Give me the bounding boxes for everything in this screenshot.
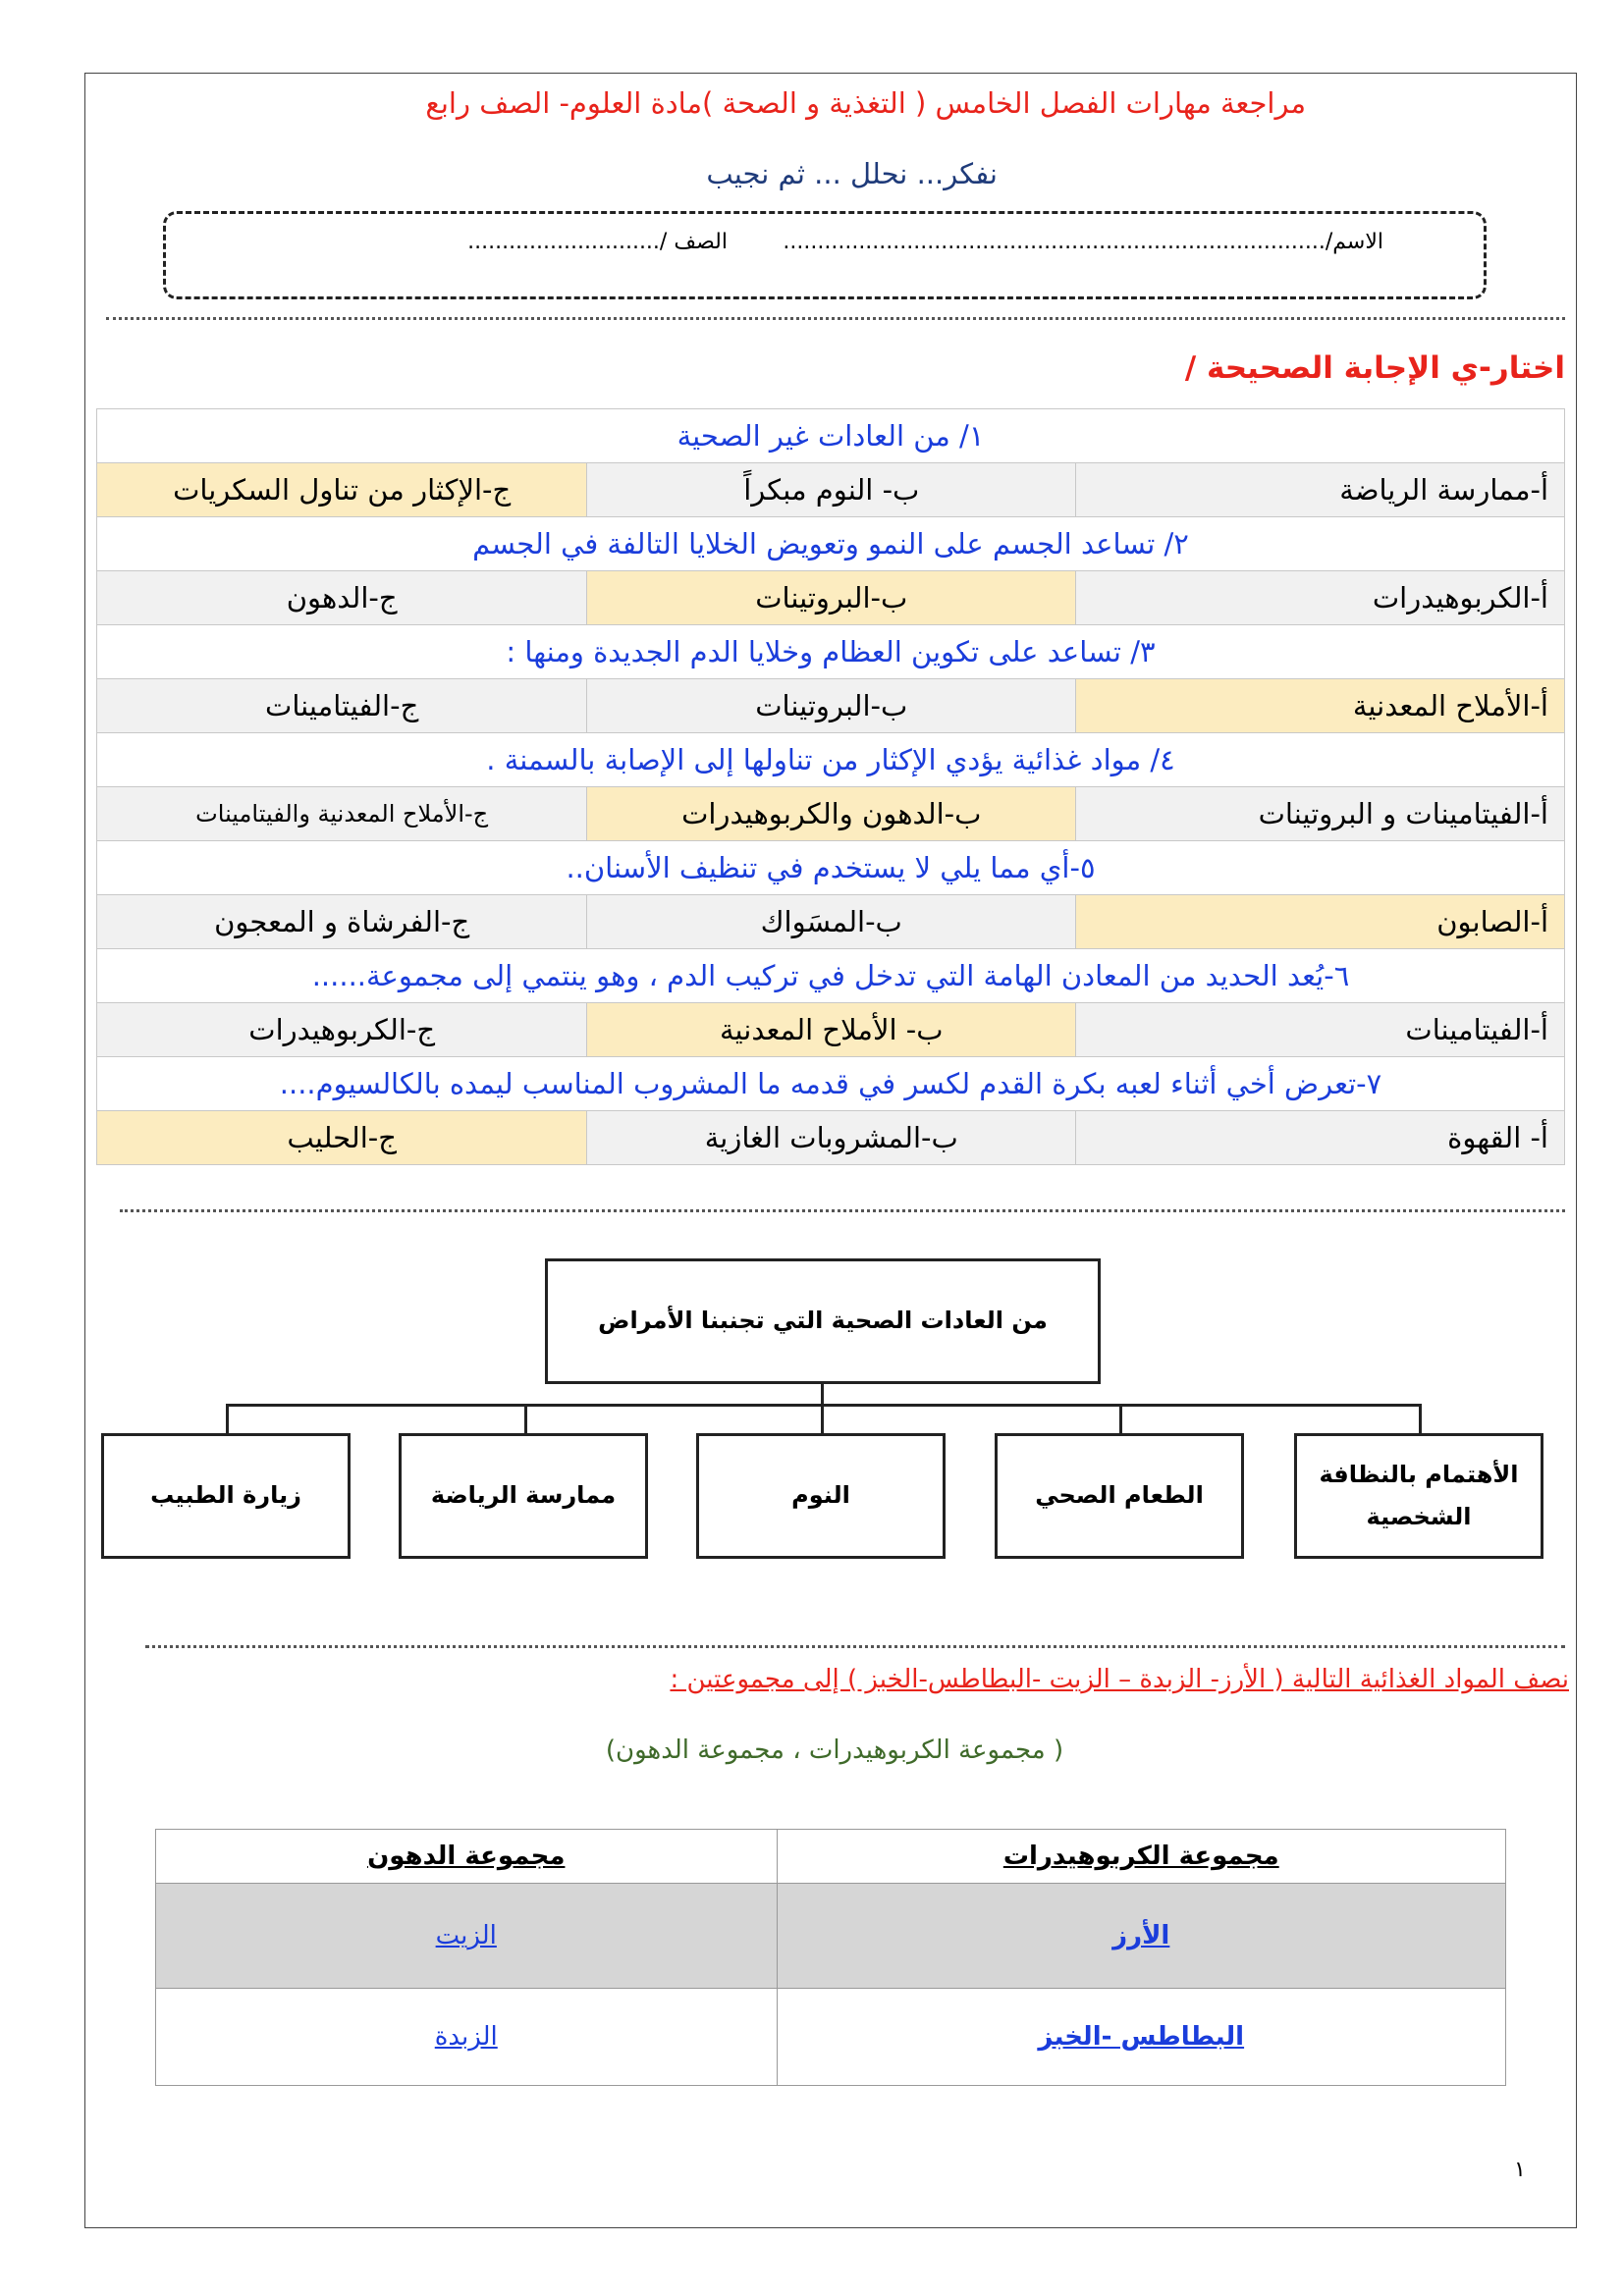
answer-option[interactable]: ب-المشروبات الغازية: [587, 1111, 1076, 1165]
groups-table: [155, 1829, 1506, 2086]
question-row: [97, 1057, 1565, 1111]
diagram-child-box: [696, 1433, 946, 1559]
table-row: [156, 1989, 1506, 2086]
diagram-child-box: [995, 1433, 1244, 1559]
options-row: [97, 895, 1565, 949]
class-field[interactable]: الصف /............................: [467, 230, 728, 254]
diagram-child-label: النوم: [791, 1481, 850, 1510]
answer-option-selected[interactable]: ج-الحليب: [97, 1111, 587, 1165]
options-row: [97, 1003, 1565, 1057]
answer-option[interactable]: أ-الفيتامينات: [1076, 1003, 1565, 1057]
section-heading-mcq: اختار-ي الإجابة الصحيحة /: [1184, 350, 1565, 386]
page-number: ١: [1514, 2158, 1526, 2182]
answer-link[interactable]: الزيت: [435, 1921, 497, 1950]
table-row: [156, 1884, 1506, 1989]
diagram-connector: [524, 1404, 527, 1435]
answer-option-selected[interactable]: ب-البروتينات: [587, 571, 1076, 625]
question-text: ٥-أي مما يلي لا يستخدم في تنظيف الأسنان..: [97, 841, 1565, 895]
question-row: [97, 841, 1565, 895]
options-row: [97, 679, 1565, 733]
groups-note: ( مجموعة الكربوهيدرات ، مجموعة الدهون): [605, 1735, 1064, 1765]
question-text: ٤/ مواد غذائية يؤدي الإكثار من تناولها إلى الإصابة بالسمنة .: [97, 733, 1565, 787]
diagram-child-label: الطعام الصحي: [1035, 1481, 1204, 1510]
diagram-connector: [226, 1404, 1422, 1407]
answer-option-selected[interactable]: ب- الأملاح المعدنية: [587, 1003, 1076, 1057]
question-text: ٧-تعرض أخي أثناء لعبه بكرة القدم لكسر في قدمه ما المشروب المناسب ليمده بالكالسيوم....: [97, 1057, 1565, 1111]
answer-link[interactable]: الزبدة: [434, 2022, 498, 2052]
question-text: ٣/ تساعد على تكوين العظام وخلايا الدم الجديدة ومنها :: [97, 625, 1565, 679]
question-row: [97, 409, 1565, 463]
table-cell: [777, 1884, 1506, 1989]
options-row: [97, 1111, 1565, 1165]
answer-option-selected[interactable]: ج-الإكثار من تناول السكريات: [97, 463, 587, 517]
page-title: مراجعة مهارات الفصل الخامس ( التغذية و الصحة )مادة العلوم- الصف رابع: [425, 86, 1306, 120]
answer-link[interactable]: الأرز: [1112, 1921, 1170, 1950]
answer-option[interactable]: أ-ممارسة الرياضة: [1076, 463, 1565, 517]
answer-option-selected[interactable]: أ-الأملاح المعدنية: [1076, 679, 1565, 733]
question-row: [97, 625, 1565, 679]
question-row: [97, 517, 1565, 571]
section-heading-sort: نصف المواد الغذائية التالية ( الأرز- الزبدة – الزيت -البطاطس-الخبز ) إلى مجموعتين :: [670, 1665, 1569, 1694]
name-field[interactable]: الاسم/...............................................................................: [783, 230, 1383, 254]
table-cell: [156, 1989, 778, 2086]
divider: [145, 1645, 1565, 1648]
question-text: ١/ من العادات غير الصحية: [97, 409, 1565, 463]
diagram-child-box: [101, 1433, 351, 1559]
diagram-child-label: زيارة الطبيب: [150, 1481, 301, 1510]
answer-option[interactable]: ب- النوم مبكراً: [587, 463, 1076, 517]
divider: [120, 1209, 1565, 1212]
answer-option[interactable]: ب-البروتينات: [587, 679, 1076, 733]
answer-option-selected[interactable]: ب-الدهون والكربوهيدرات: [587, 787, 1076, 841]
answer-link[interactable]: البطاطس -الخبز: [1038, 2022, 1245, 2052]
question-row: [97, 949, 1565, 1003]
diagram-child-box: [1294, 1433, 1543, 1559]
diagram-child-box: [399, 1433, 648, 1559]
question-text: ٢/ تساعد الجسم على النمو وتعويض الخلايا التالفة في الجسم: [97, 517, 1565, 571]
answer-option[interactable]: ج-الفرشاة و المعجون: [97, 895, 587, 949]
diagram-root-label: من العادات الصحية التي تجنبنا الأمراض: [598, 1307, 1048, 1335]
diagram-connector: [821, 1384, 824, 1406]
diagram-connector: [1119, 1404, 1122, 1435]
answer-option-selected[interactable]: أ-الصابون: [1076, 895, 1565, 949]
table-cell: [777, 1989, 1506, 2086]
answer-option[interactable]: ج-الأملاح المعدنية والفيتامينات: [97, 787, 587, 841]
diagram-child-label: ممارسة الرياضة: [430, 1481, 617, 1510]
question-row: [97, 733, 1565, 787]
answer-option[interactable]: ج-الكربوهيدرات: [97, 1003, 587, 1057]
answer-option[interactable]: أ- القهوة: [1076, 1111, 1565, 1165]
options-row: [97, 463, 1565, 517]
diagram-root-box: [545, 1258, 1101, 1384]
student-info-box: [163, 211, 1487, 299]
header-carbs: مجموعة الكربوهيدرات: [777, 1830, 1506, 1884]
diagram-child-label: الأهتمام بالنظافة الشخصية: [1319, 1460, 1519, 1530]
header-fats: مجموعة الدهون: [156, 1830, 778, 1884]
answer-option[interactable]: أ-الفيتامينات و البروتينات: [1076, 787, 1565, 841]
page-subtitle: نفكر... نحلل ... ثم نجيب: [706, 157, 998, 190]
diagram-connector: [821, 1404, 824, 1435]
table-cell: [156, 1884, 778, 1989]
diagram-connector: [226, 1404, 229, 1435]
mcq-table: [96, 408, 1565, 1165]
answer-option[interactable]: ب-المسَواك: [587, 895, 1076, 949]
diagram-connector: [1419, 1404, 1422, 1435]
answer-option[interactable]: أ-الكربوهيدرات: [1076, 571, 1565, 625]
options-row: [97, 571, 1565, 625]
divider: [106, 317, 1565, 320]
options-row: [97, 787, 1565, 841]
answer-option[interactable]: ج-الدهون: [97, 571, 587, 625]
question-text: ٦-يُعد الحديد من المعادن الهامة التي تدخل في تركيب الدم ، وهو ينتمي إلى مجموعة......: [97, 949, 1565, 1003]
answer-option[interactable]: ج-الفيتامينات: [97, 679, 587, 733]
